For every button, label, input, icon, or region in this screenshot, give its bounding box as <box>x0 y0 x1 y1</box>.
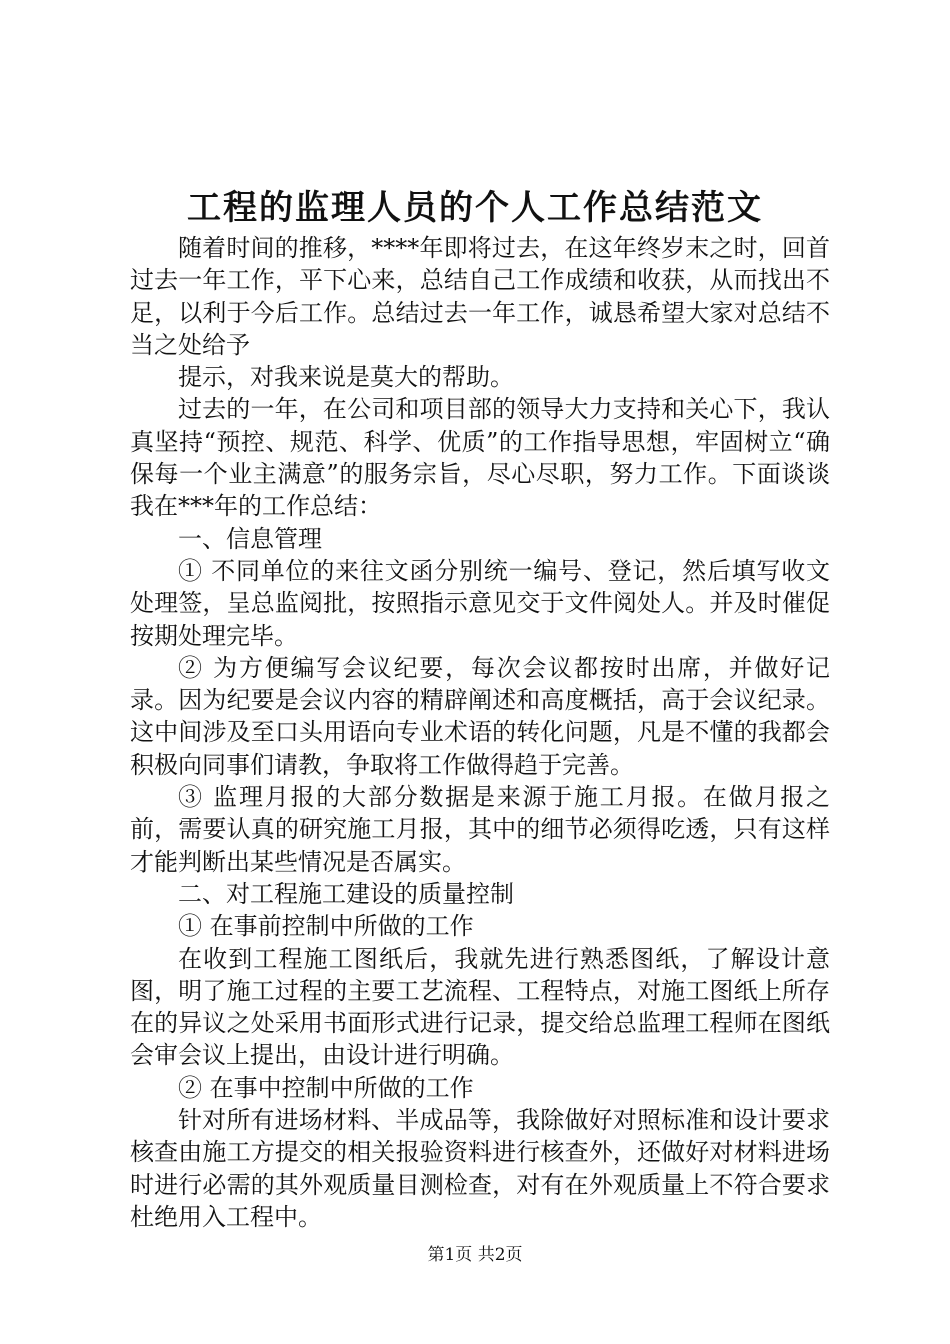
document-body <box>130 232 830 1233</box>
paragraph: ② 为方便编写会议纪要，每次会议都按时出席，并做好记录。因为纪要是会议内容的精辟阐述和高度概括，高于会议纪录。这中间涉及至口头用语向专业术语的转化问题，凡是不懂的我都会积极向同事们请教，争取将工作做得趋于完善。 <box>130 653 830 779</box>
paragraph: ① 不同单位的来往文函分别统一编号、登记，然后填写收文处理签，呈总监阅批，按照指示意见交于文件阅处人。并及时催促按期处理完毕。 <box>130 556 830 650</box>
paragraph: 针对所有进场材料、半成品等，我除做好对照标准和设计要求核查由施工方提交的相关报验资料进行核查外，还做好对材料进场时进行必需的其外观质量目测检查，对有在外观质量上不符合要求杜绝用入工程中。 <box>130 1106 830 1231</box>
subsection-heading: ② 在事中控制中所做的工作 <box>178 1073 474 1102</box>
subsection-heading: ① 在事前控制中所做的工作 <box>178 912 474 941</box>
page-number-footer: 第1页 共2页 <box>427 1245 523 1265</box>
paragraph: 在收到工程施工图纸后，我就先进行熟悉图纸，了解设计意图，明了施工过程的主要工艺流程、工程特点，对施工图纸上所存在的异议之处采用书面形式进行记录，提交给总监理工程师在图纸会审会议上提出，由设计进行明确。 <box>130 944 830 1070</box>
section-heading: 二、对工程施工建设的质量控制 <box>178 879 514 908</box>
paragraph: 提示，对我来说是莫大的帮助。 <box>178 363 514 392</box>
section-heading: 一、信息管理 <box>178 524 322 553</box>
document-title: 工程的监理人员的个人工作总结范文 <box>187 188 763 228</box>
paragraph: 随着时间的推移，****年即将过去，在这年终岁末之时，回首过去一年工作，平下心来，总结自己工作成绩和收获，从而找出不足，以利于今后工作。总结过去一年工作，诚恳希望大家对总结不当之处给予 <box>130 234 830 359</box>
paragraph: 过去的一年，在公司和项目部的领导大力支持和关心下，我认真坚持“预控、规范、科学、优质”的工作指导思想，牢固树立“确保每一个业主满意”的服务宗旨，尽心尽职，努力工作。下面谈谈我在***年的工作总结： <box>130 395 830 521</box>
paragraph: ③ 监理月报的大部分数据是来源于施工月报。在做月报之前，需要认真的研究施工月报，其中的细节必须得吃透，只有这样才能判断出某些情况是否属实。 <box>130 783 830 876</box>
